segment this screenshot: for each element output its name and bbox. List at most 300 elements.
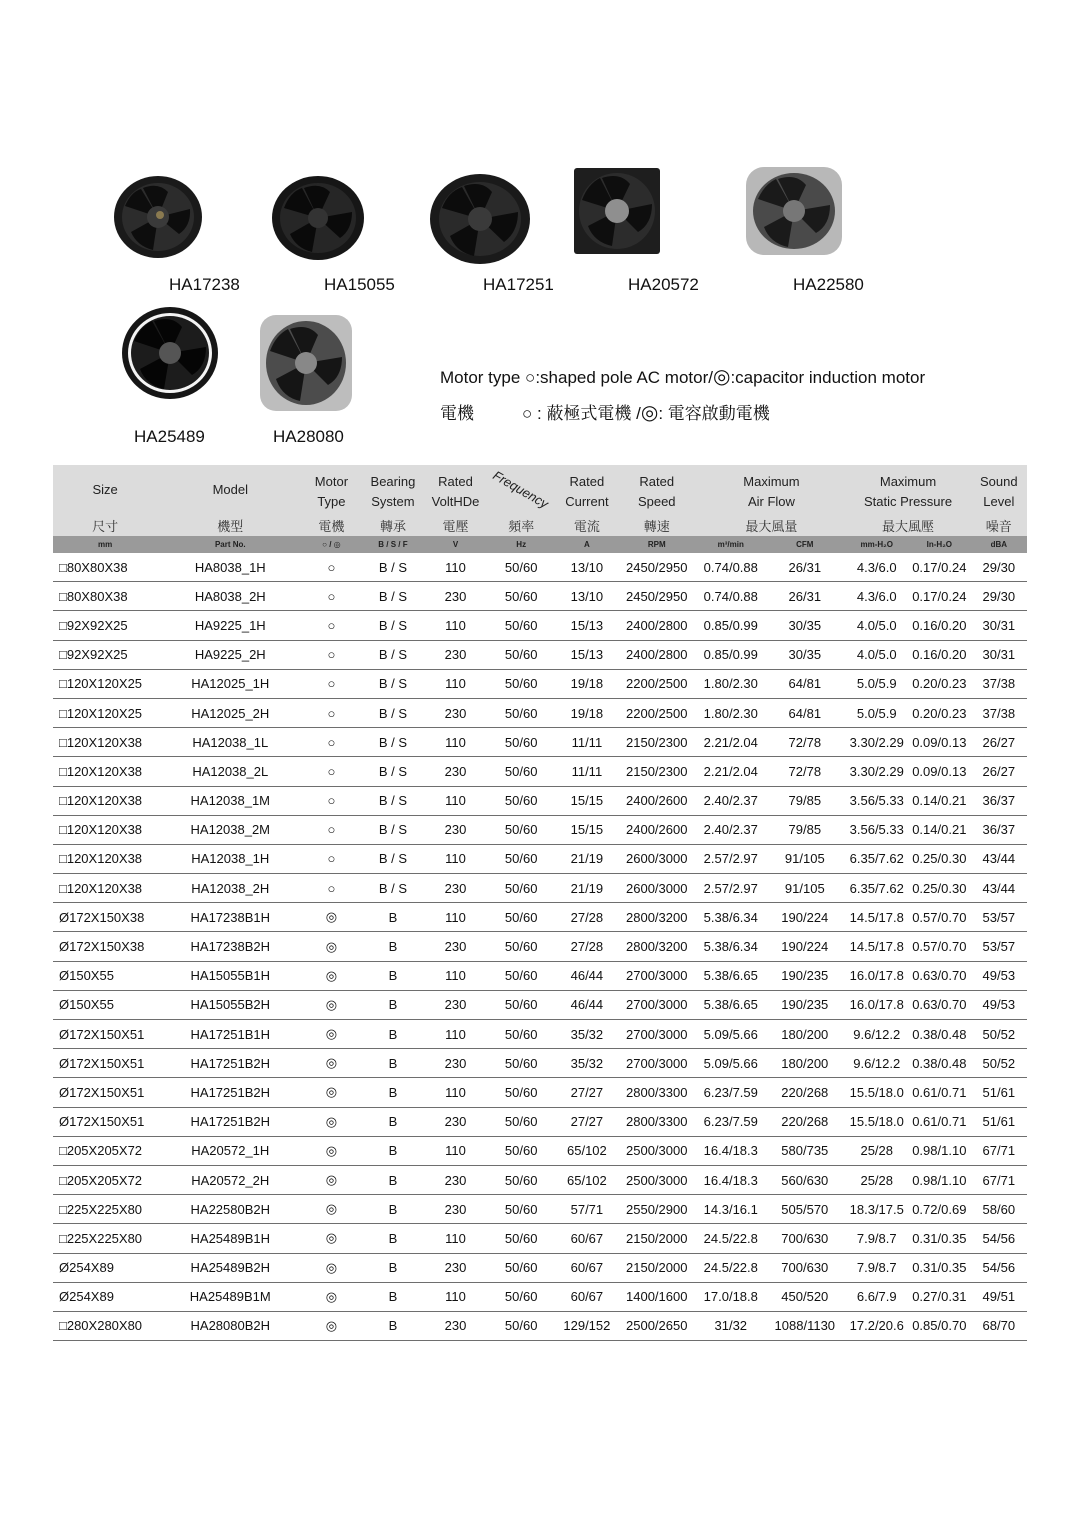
- cell-rated-current: 19/18: [558, 669, 616, 698]
- col-header-zh: 電壓: [426, 514, 484, 536]
- cell-pressure-mmh2o: 4.3/6.0: [845, 582, 908, 611]
- cell-pressure-mmh2o: 6.6/7.9: [845, 1282, 908, 1311]
- cell-rated-speed: 2500/3000: [616, 1165, 697, 1194]
- cell-frequency: 50/60: [485, 961, 558, 990]
- cell-motor-type: ○: [303, 757, 359, 786]
- unit-label: In-H₂O: [908, 536, 971, 553]
- cell-airflow-cfm: 30/35: [764, 640, 845, 669]
- cell-frequency: 50/60: [485, 990, 558, 1019]
- cell-size: □80X80X38: [53, 582, 157, 611]
- cell-airflow-cfm: 190/224: [764, 903, 845, 932]
- cell-pressure-inh2o: 0.57/0.70: [908, 903, 971, 932]
- cell-frequency: 50/60: [485, 1195, 558, 1224]
- cell-airflow-cfm: 450/520: [764, 1282, 845, 1311]
- cell-rated-current: 21/19: [558, 874, 616, 903]
- cell-frequency: 50/60: [485, 553, 558, 582]
- cell-rated-volt: 230: [426, 990, 484, 1019]
- cell-frequency: 50/60: [485, 844, 558, 873]
- cell-pressure-inh2o: 0.31/0.35: [908, 1224, 971, 1253]
- cell-motor-type: ◎: [303, 1107, 359, 1136]
- col-header-zh: 電機: [303, 514, 359, 536]
- cell-bearing: B: [360, 1224, 427, 1253]
- cell-rated-current: 65/102: [558, 1136, 616, 1165]
- cell-pressure-inh2o: 0.25/0.30: [908, 874, 971, 903]
- product-name: HA17251: [483, 275, 554, 294]
- col-header-model: Model: [157, 465, 303, 514]
- cell-model: HA20572_2H: [157, 1165, 303, 1194]
- cell-pressure-inh2o: 0.17/0.24: [908, 553, 971, 582]
- cell-frequency: 50/60: [485, 698, 558, 727]
- cell-rated-current: 11/11: [558, 757, 616, 786]
- cell-airflow-cfm: 1088/1130: [764, 1311, 845, 1340]
- cell-bearing: B: [360, 961, 427, 990]
- cell-rated-speed: 2150/2300: [616, 728, 697, 757]
- cell-rated-volt: 230: [426, 698, 484, 727]
- cell-rated-speed: 2700/3000: [616, 961, 697, 990]
- table-row: [53, 1282, 1027, 1311]
- col-header-level: Level: [971, 489, 1027, 514]
- table-row: [53, 611, 1027, 640]
- cell-pressure-inh2o: 0.57/0.70: [908, 932, 971, 961]
- product-name: HA28080: [273, 427, 344, 446]
- table-row: [53, 1253, 1027, 1282]
- cell-rated-current: 60/67: [558, 1282, 616, 1311]
- cell-size: □120X120X25: [53, 669, 157, 698]
- cell-model: HA25489B1M: [157, 1282, 303, 1311]
- cell-airflow-m3min: 6.23/7.59: [697, 1078, 764, 1107]
- table-row: [53, 786, 1027, 815]
- cell-model: HA12038_1H: [157, 844, 303, 873]
- cell-airflow-m3min: 5.09/5.66: [697, 1020, 764, 1049]
- cell-size: Ø172X150X38: [53, 932, 157, 961]
- cell-pressure-inh2o: 0.17/0.24: [908, 582, 971, 611]
- table-row: [53, 1049, 1027, 1078]
- cell-airflow-m3min: 2.21/2.04: [697, 757, 764, 786]
- cell-bearing: B / S: [360, 611, 427, 640]
- cell-rated-volt: 110: [426, 553, 484, 582]
- cell-model: HA12038_2M: [157, 815, 303, 844]
- cell-sound-level: 43/44: [971, 874, 1027, 903]
- cell-rated-volt: 230: [426, 815, 484, 844]
- product-name: HA25489: [134, 427, 205, 446]
- cell-rated-current: 27/27: [558, 1078, 616, 1107]
- cell-airflow-cfm: 91/105: [764, 844, 845, 873]
- cell-airflow-cfm: 190/224: [764, 932, 845, 961]
- cell-pressure-mmh2o: 3.30/2.29: [845, 757, 908, 786]
- col-header-size: Size: [53, 465, 157, 514]
- cell-sound-level: 36/37: [971, 815, 1027, 844]
- cell-size: Ø150X55: [53, 961, 157, 990]
- cell-motor-type: ○: [303, 698, 359, 727]
- cell-motor-type: ◎: [303, 1020, 359, 1049]
- cell-rated-volt: 110: [426, 844, 484, 873]
- col-header-zh: 最大風壓: [845, 514, 970, 536]
- cell-rated-speed: 2400/2600: [616, 786, 697, 815]
- cell-sound-level: 51/61: [971, 1107, 1027, 1136]
- cell-airflow-cfm: 64/81: [764, 698, 845, 727]
- cell-pressure-mmh2o: 7.9/8.7: [845, 1224, 908, 1253]
- product-photo-ha25489: [120, 305, 220, 401]
- cell-rated-volt: 230: [426, 1195, 484, 1224]
- unit-label: mm: [53, 536, 157, 553]
- header-row-zh: [53, 514, 1027, 536]
- product-name: HA17238: [169, 275, 240, 294]
- cell-rated-speed: 2600/3000: [616, 874, 697, 903]
- cell-frequency: 50/60: [485, 1282, 558, 1311]
- cell-sound-level: 53/57: [971, 903, 1027, 932]
- cell-rated-volt: 230: [426, 1049, 484, 1078]
- cell-model: HA25489B2H: [157, 1253, 303, 1282]
- col-header-type: Type: [303, 489, 359, 514]
- cell-pressure-inh2o: 0.14/0.21: [908, 786, 971, 815]
- cell-rated-volt: 110: [426, 1224, 484, 1253]
- capacitor-symbol-zh: ◎: [640, 402, 659, 424]
- col-header-zh: 最大風量: [697, 514, 845, 536]
- product-photo-ha20572: [572, 166, 662, 256]
- cell-bearing: B / S: [360, 669, 427, 698]
- cell-airflow-m3min: 2.40/2.37: [697, 786, 764, 815]
- col-header-max-pressure: Maximum: [845, 465, 970, 489]
- col-header-zh: 頻率: [485, 514, 558, 536]
- cell-pressure-inh2o: 0.61/0.71: [908, 1107, 971, 1136]
- cell-pressure-mmh2o: 4.0/5.0: [845, 640, 908, 669]
- cell-sound-level: 54/56: [971, 1253, 1027, 1282]
- cell-frequency: 50/60: [485, 1107, 558, 1136]
- cell-bearing: B: [360, 1311, 427, 1340]
- cell-model: HA12038_2H: [157, 874, 303, 903]
- unit-label: Part No.: [157, 536, 303, 553]
- cell-sound-level: 54/56: [971, 1224, 1027, 1253]
- table-row: [53, 728, 1027, 757]
- cell-frequency: 50/60: [485, 1136, 558, 1165]
- unit-label: CFM: [764, 536, 845, 553]
- cell-rated-current: 27/28: [558, 903, 616, 932]
- cell-pressure-inh2o: 0.31/0.35: [908, 1253, 971, 1282]
- cell-model: HA15055B1H: [157, 961, 303, 990]
- table-row: [53, 1020, 1027, 1049]
- cell-pressure-mmh2o: 16.0/17.8: [845, 990, 908, 1019]
- cell-motor-type: ◎: [303, 1165, 359, 1194]
- col-header-zh: 噪音: [971, 514, 1027, 536]
- cell-airflow-m3min: 2.40/2.37: [697, 815, 764, 844]
- cell-model: HA17251B2H: [157, 1078, 303, 1107]
- cell-sound-level: 29/30: [971, 553, 1027, 582]
- fan-round-ring-icon: [120, 305, 220, 401]
- cell-rated-speed: 1400/1600: [616, 1282, 697, 1311]
- cell-rated-current: 46/44: [558, 990, 616, 1019]
- cell-pressure-inh2o: 0.14/0.21: [908, 815, 971, 844]
- shaded-pole-zh: ○ : 蔽極式電機 /: [522, 404, 641, 423]
- fan-spec-table: [53, 465, 1027, 1341]
- cell-motor-type: ◎: [303, 932, 359, 961]
- cell-motor-type: ◎: [303, 1253, 359, 1282]
- cell-pressure-inh2o: 0.09/0.13: [908, 757, 971, 786]
- table-row: [53, 1311, 1027, 1340]
- cell-frequency: 50/60: [485, 1224, 558, 1253]
- cell-rated-current: 46/44: [558, 961, 616, 990]
- table-row: [53, 961, 1027, 990]
- cell-sound-level: 30/31: [971, 640, 1027, 669]
- cell-bearing: B / S: [360, 815, 427, 844]
- cell-rated-speed: 2450/2950: [616, 553, 697, 582]
- cell-airflow-m3min: 2.57/2.97: [697, 874, 764, 903]
- cell-pressure-inh2o: 0.63/0.70: [908, 990, 971, 1019]
- unit-label: A: [558, 536, 616, 553]
- cell-size: □80X80X38: [53, 553, 157, 582]
- cell-model: HA17251B1H: [157, 1020, 303, 1049]
- cell-sound-level: 50/52: [971, 1049, 1027, 1078]
- cell-sound-level: 67/71: [971, 1136, 1027, 1165]
- cell-rated-speed: 2800/3200: [616, 932, 697, 961]
- unit-label: RPM: [616, 536, 697, 553]
- cell-model: HA20572_1H: [157, 1136, 303, 1165]
- capacitor-text: :capacitor induction motor: [730, 368, 926, 387]
- product-name: HA20572: [628, 275, 699, 294]
- cell-rated-speed: 2500/3000: [616, 1136, 697, 1165]
- cell-rated-current: 60/67: [558, 1253, 616, 1282]
- cell-pressure-inh2o: 0.38/0.48: [908, 1049, 971, 1078]
- cell-rated-volt: 110: [426, 728, 484, 757]
- cell-bearing: B: [360, 1107, 427, 1136]
- cell-airflow-cfm: 30/35: [764, 611, 845, 640]
- cell-airflow-cfm: 180/200: [764, 1049, 845, 1078]
- cell-model: HA8038_2H: [157, 582, 303, 611]
- col-header-max-airflow: Maximum: [697, 465, 845, 489]
- cell-motor-type: ○: [303, 553, 359, 582]
- cell-frequency: 50/60: [485, 669, 558, 698]
- cell-airflow-m3min: 31/32: [697, 1311, 764, 1340]
- cell-bearing: B: [360, 990, 427, 1019]
- cell-motor-type: ◎: [303, 903, 359, 932]
- cell-rated-current: 129/152: [558, 1311, 616, 1340]
- cell-airflow-cfm: 180/200: [764, 1020, 845, 1049]
- cell-motor-type: ○: [303, 728, 359, 757]
- frequency-label: Frequency: [490, 467, 552, 512]
- cell-pressure-mmh2o: 9.6/12.2: [845, 1049, 908, 1078]
- cell-rated-speed: 2550/2900: [616, 1195, 697, 1224]
- cell-bearing: B: [360, 1078, 427, 1107]
- cell-airflow-m3min: 5.09/5.66: [697, 1049, 764, 1078]
- cell-size: □120X120X38: [53, 815, 157, 844]
- cell-motor-type: ◎: [303, 1049, 359, 1078]
- cell-airflow-m3min: 5.38/6.65: [697, 990, 764, 1019]
- cell-pressure-inh2o: 0.98/1.10: [908, 1136, 971, 1165]
- cell-bearing: B / S: [360, 698, 427, 727]
- cell-rated-current: 19/18: [558, 698, 616, 727]
- cell-airflow-cfm: 220/268: [764, 1107, 845, 1136]
- cell-pressure-inh2o: 0.09/0.13: [908, 728, 971, 757]
- cell-airflow-cfm: 26/31: [764, 582, 845, 611]
- cell-bearing: B / S: [360, 844, 427, 873]
- cell-motor-type: ○: [303, 640, 359, 669]
- cell-rated-current: 15/15: [558, 815, 616, 844]
- cell-rated-volt: 230: [426, 640, 484, 669]
- cell-sound-level: 49/51: [971, 1282, 1027, 1311]
- col-header-zh: 轉承: [360, 514, 427, 536]
- cell-airflow-m3min: 24.5/22.8: [697, 1224, 764, 1253]
- product-photo-ha15055: [270, 172, 366, 262]
- cell-rated-speed: 2800/3300: [616, 1078, 697, 1107]
- cell-bearing: B / S: [360, 728, 427, 757]
- cell-size: Ø254X89: [53, 1282, 157, 1311]
- cell-airflow-cfm: 580/735: [764, 1136, 845, 1165]
- cell-pressure-inh2o: 0.38/0.48: [908, 1020, 971, 1049]
- cell-bearing: B / S: [360, 582, 427, 611]
- cell-rated-current: 15/15: [558, 786, 616, 815]
- cell-pressure-mmh2o: 5.0/5.9: [845, 698, 908, 727]
- cell-rated-speed: 2800/3300: [616, 1107, 697, 1136]
- cell-model: HA15055B2H: [157, 990, 303, 1019]
- cell-size: □120X120X38: [53, 757, 157, 786]
- cell-airflow-m3min: 1.80/2.30: [697, 669, 764, 698]
- cell-model: HA12038_1L: [157, 728, 303, 757]
- cell-rated-volt: 230: [426, 1311, 484, 1340]
- cell-motor-type: ◎: [303, 961, 359, 990]
- cell-airflow-m3min: 5.38/6.34: [697, 903, 764, 932]
- cell-model: HA8038_1H: [157, 553, 303, 582]
- cell-sound-level: 29/30: [971, 582, 1027, 611]
- cell-frequency: 50/60: [485, 1078, 558, 1107]
- cell-sound-level: 49/53: [971, 961, 1027, 990]
- cell-size: □120X120X25: [53, 698, 157, 727]
- product-name: HA15055: [324, 275, 395, 294]
- col-header-zh: 轉速: [616, 514, 697, 536]
- cell-rated-volt: 110: [426, 1020, 484, 1049]
- cell-size: □120X120X38: [53, 874, 157, 903]
- cell-rated-current: 57/71: [558, 1195, 616, 1224]
- table-row: [53, 990, 1027, 1019]
- cell-motor-type: ○: [303, 669, 359, 698]
- cell-bearing: B / S: [360, 786, 427, 815]
- cell-motor-type: ◎: [303, 1195, 359, 1224]
- col-header-volthde: VoltHDe: [426, 489, 484, 514]
- table-row: [53, 1078, 1027, 1107]
- cell-pressure-mmh2o: 18.3/17.5: [845, 1195, 908, 1224]
- cell-rated-current: 13/10: [558, 553, 616, 582]
- cell-airflow-cfm: 190/235: [764, 990, 845, 1019]
- cell-size: □225X225X80: [53, 1224, 157, 1253]
- cell-sound-level: 58/60: [971, 1195, 1027, 1224]
- cell-rated-current: 65/102: [558, 1165, 616, 1194]
- unit-label: mm-H₂O: [845, 536, 908, 553]
- cell-sound-level: 51/61: [971, 1078, 1027, 1107]
- cell-rated-speed: 2150/2300: [616, 757, 697, 786]
- cell-rated-volt: 110: [426, 611, 484, 640]
- cell-pressure-inh2o: 0.16/0.20: [908, 611, 971, 640]
- cell-pressure-mmh2o: 15.5/18.0: [845, 1078, 908, 1107]
- fan-silver-frame-icon: [744, 165, 844, 257]
- cell-frequency: 50/60: [485, 903, 558, 932]
- col-header-current: Current: [558, 489, 616, 514]
- cell-bearing: B: [360, 1136, 427, 1165]
- table-row: [53, 844, 1027, 873]
- cell-frequency: 50/60: [485, 611, 558, 640]
- cell-rated-current: 11/11: [558, 728, 616, 757]
- cell-rated-volt: 230: [426, 757, 484, 786]
- cell-pressure-inh2o: 0.16/0.20: [908, 640, 971, 669]
- cell-airflow-cfm: 72/78: [764, 757, 845, 786]
- table-row: [53, 582, 1027, 611]
- col-header-zh: 尺寸: [53, 514, 157, 536]
- cell-rated-volt: 110: [426, 1136, 484, 1165]
- cell-airflow-cfm: 91/105: [764, 874, 845, 903]
- cell-airflow-cfm: 26/31: [764, 553, 845, 582]
- cell-pressure-mmh2o: 17.2/20.6: [845, 1311, 908, 1340]
- motor-note-label: Motor type: [440, 368, 526, 387]
- cell-frequency: 50/60: [485, 1020, 558, 1049]
- cell-sound-level: 53/57: [971, 932, 1027, 961]
- cell-model: HA9225_1H: [157, 611, 303, 640]
- cell-rated-speed: 2150/2000: [616, 1224, 697, 1253]
- table-row: [53, 932, 1027, 961]
- product-photo-ha28080: [258, 313, 354, 413]
- cell-rated-speed: 2200/2500: [616, 669, 697, 698]
- unit-label: m³/min: [697, 536, 764, 553]
- cell-bearing: B / S: [360, 874, 427, 903]
- cell-rated-volt: 230: [426, 874, 484, 903]
- cell-airflow-m3min: 24.5/22.8: [697, 1253, 764, 1282]
- unit-label: B / S / F: [360, 536, 427, 553]
- cell-airflow-m3min: 6.23/7.59: [697, 1107, 764, 1136]
- cell-motor-type: ○: [303, 874, 359, 903]
- cell-rated-volt: 110: [426, 1282, 484, 1311]
- motor-note-en: [440, 366, 925, 402]
- cell-pressure-mmh2o: 7.9/8.7: [845, 1253, 908, 1282]
- cell-airflow-cfm: 560/630: [764, 1165, 845, 1194]
- cell-model: HA17238B2H: [157, 932, 303, 961]
- cell-rated-speed: 2700/3000: [616, 990, 697, 1019]
- cell-airflow-cfm: 190/235: [764, 961, 845, 990]
- cell-airflow-cfm: 79/85: [764, 786, 845, 815]
- table-row: [53, 640, 1027, 669]
- shaded-pole-symbol: ○: [525, 368, 536, 387]
- product-photo-ha22580: [744, 165, 844, 257]
- cell-airflow-m3min: 2.21/2.04: [697, 728, 764, 757]
- cell-sound-level: 68/70: [971, 1311, 1027, 1340]
- cell-rated-current: 21/19: [558, 844, 616, 873]
- cell-pressure-inh2o: 0.72/0.69: [908, 1195, 971, 1224]
- cell-airflow-cfm: 700/630: [764, 1224, 845, 1253]
- table-row: [53, 698, 1027, 727]
- capacitor-zh: : 電容啟動電機: [658, 404, 770, 423]
- cell-pressure-mmh2o: 16.0/17.8: [845, 961, 908, 990]
- col-header-frequency: [485, 465, 558, 514]
- cell-rated-current: 35/32: [558, 1020, 616, 1049]
- cell-sound-level: 30/31: [971, 611, 1027, 640]
- header-row-en: [53, 465, 1027, 489]
- cell-frequency: 50/60: [485, 757, 558, 786]
- cell-sound-level: 49/53: [971, 990, 1027, 1019]
- cell-rated-current: 15/13: [558, 640, 616, 669]
- cell-pressure-mmh2o: 25/28: [845, 1136, 908, 1165]
- cell-rated-volt: 110: [426, 903, 484, 932]
- cell-rated-volt: 110: [426, 786, 484, 815]
- cell-size: □120X120X38: [53, 786, 157, 815]
- cell-pressure-mmh2o: 3.56/5.33: [845, 786, 908, 815]
- cell-frequency: 50/60: [485, 786, 558, 815]
- cell-bearing: B: [360, 1020, 427, 1049]
- cell-motor-type: ◎: [303, 1136, 359, 1165]
- cell-pressure-inh2o: 0.20/0.23: [908, 698, 971, 727]
- cell-rated-current: 60/67: [558, 1224, 616, 1253]
- cell-size: □120X120X38: [53, 844, 157, 873]
- cell-pressure-mmh2o: 3.56/5.33: [845, 815, 908, 844]
- cell-sound-level: 37/38: [971, 669, 1027, 698]
- cell-rated-volt: 230: [426, 1165, 484, 1194]
- col-header-rated-speed: Rated: [616, 465, 697, 489]
- cell-sound-level: 43/44: [971, 844, 1027, 873]
- cell-bearing: B: [360, 932, 427, 961]
